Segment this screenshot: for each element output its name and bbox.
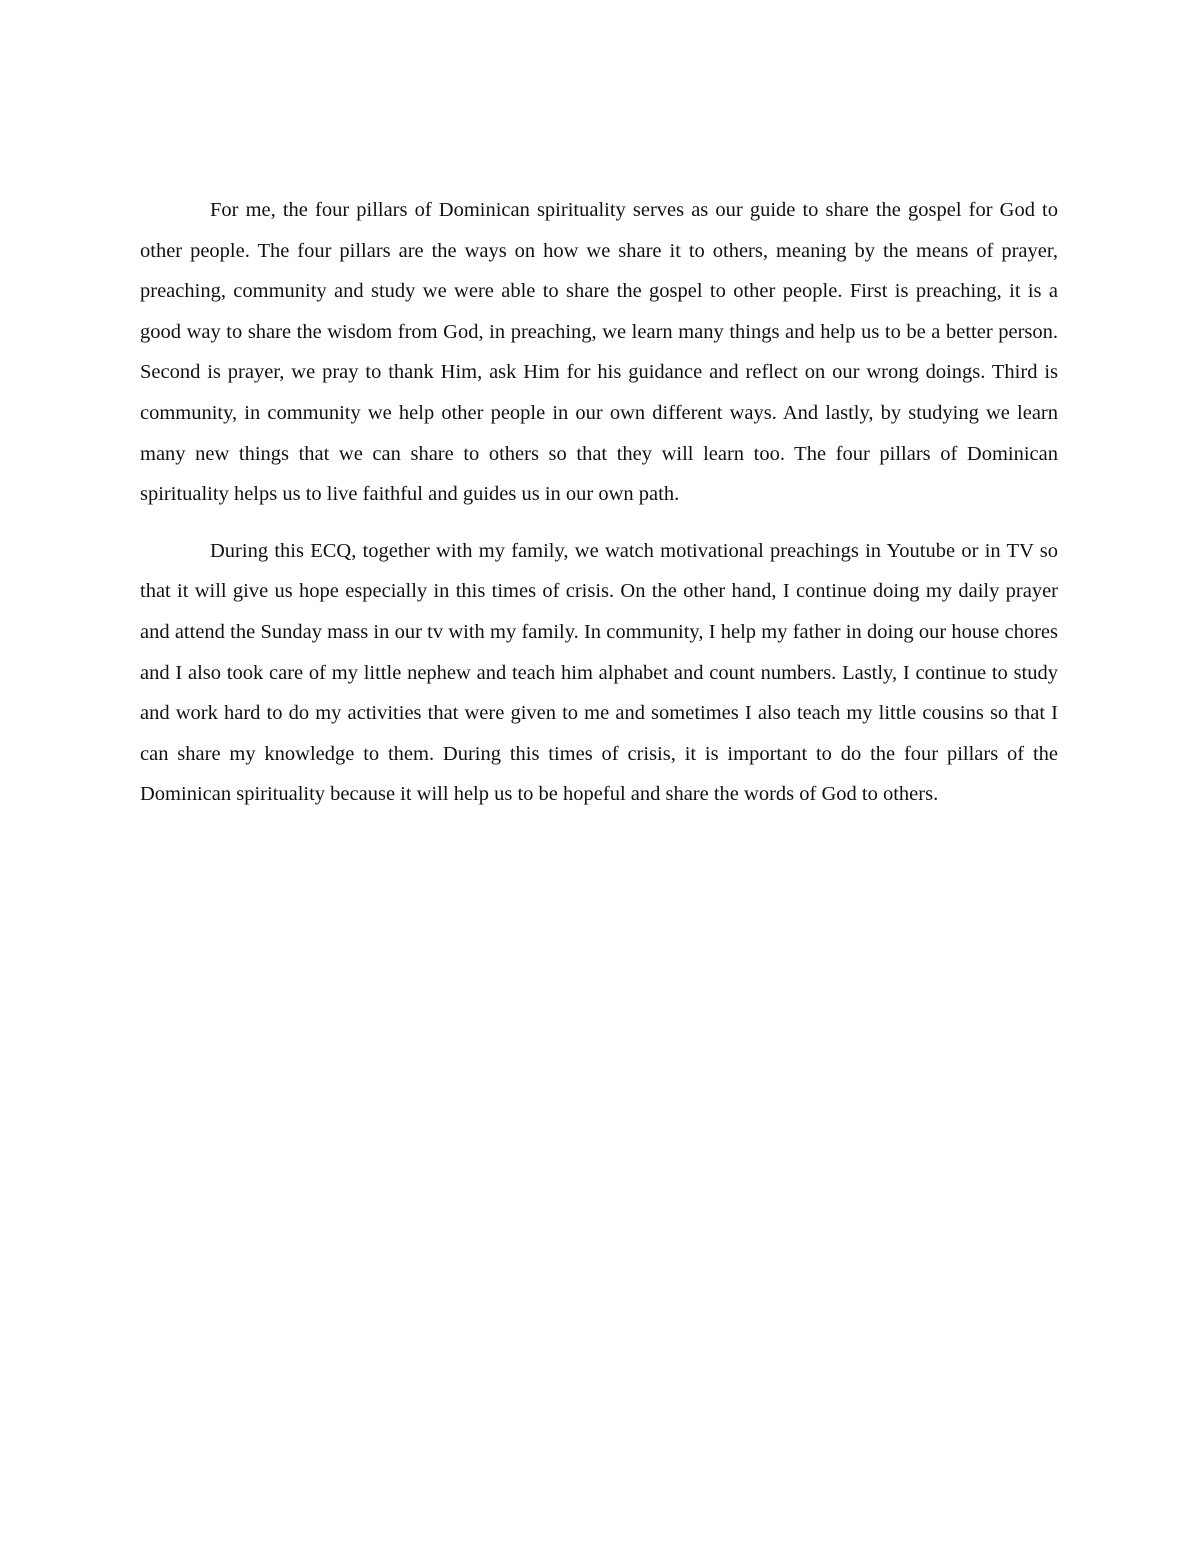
document-body — [140, 190, 1058, 815]
paragraph-ecq-experience: During this ECQ, together with my family, we watch motivational preachings in Youtube or in TV so that it will give us hope especially in this times of crisis. On the other hand, I continue doing my daily prayer and attend the Sunday mass in our tv with my family. In community, I help my father in doing our house chores and I also took care of my little nephew and teach him alphabet and count numbers. Lastly, I continue to study and work hard to do my activities that were given to me and sometimes I also teach my little cousins so that I can share my knowledge to them. During this times of crisis, it is important to do the four pillars of the Dominican spirituality because it will help us to be hopeful and share the words of God to others. — [140, 539, 1058, 806]
paragraph-pillars-reflection: For me, the four pillars of Dominican spirituality serves as our guide to share the gospel for God to other people. The four pillars are the ways on how we share it to others, meaning by the means of prayer, preaching, community and study we were able to share the gospel to other people. First is preaching, it is a good way to share the wisdom from God, in preaching, we learn many things and help us to be a better person. Second is prayer, we pray to thank Him, ask Him for his guidance and reflect on our wrong doings. Third is community, in community we help other people in our own different ways. And lastly, by studying we learn many new things that we can share to others so that they will learn too. The four pillars of Dominican spirituality helps us to live faithful and guides us in our own path. — [140, 199, 1058, 506]
